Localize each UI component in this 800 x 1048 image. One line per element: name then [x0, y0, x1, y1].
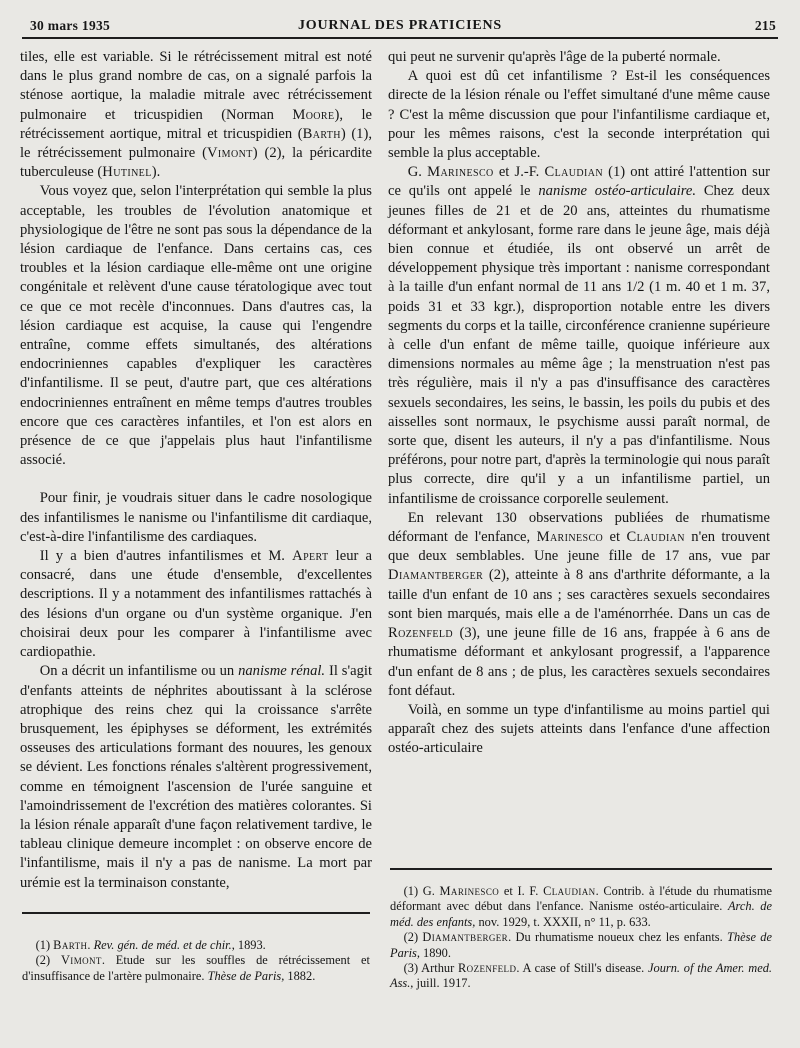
emphasis: nanisme ostéo-articulaire.	[538, 183, 696, 200]
paragraph: A quoi est dû cet infantilisme ? Est-il les conséquences directe de la lésion rénale ou l'effet simultané d'une même cause ? C'est la même discussion que pour l'infantilisme cardiaque et, pour les mêmes raisons, c'est la seconde interprétation qui semble la plus acceptable.	[388, 68, 770, 162]
paragraph: En relevant 130 observations publiées de rhumatisme déformant de l'enfance, Marinesco et Claudian n'en trouvent que deux semblables. Une jeune fille de 17 ans, vue par Diamantberger (2), atteinte à 8 ans d'arthrite déformante, a la taille d'un enfant de 10 ans ; ses caractères sexuels secondaires sont bien marqués, mais elle a de l'aménorrhée. Dans un cas de Rozenfeld (3), une jeune fille de 16 ans, frappée à 6 ans de rhumatisme déformant et ankylosant progressif, a l'apparence d'un enfant de 8 ans ; de plus, les caractères sexuels secondaires font défaut.	[388, 509, 770, 699]
author-name: Barth	[302, 125, 341, 142]
paragraph: On a décrit un infantilisme ou un nanisme rénal. Il s'agit d'enfants atteints de néphrites aboutissant à la sclérose atrophique des reins chez qui la croissance s'arrête brusquement, les épiphyses se déforment, les extrémités osseuses des articulations formant des nouures, les genoux se dévient. Les fonctions rénales s'altèrent progressivement, comme en témoignent l'ascension de l'urée sanguine et l'amoindrissement de l'excrétion des matières colorantes. Si la lésion rénale apparaît d'une façon relativement tardive, le tableau clinique demeure incomplet : on observe encore de l'infantilisme, mais il n'y a pas de nanisme. La mort par urémie est la terminaison constante,	[20, 663, 372, 891]
author-name: Vimont	[60, 953, 102, 968]
emphasis: Rev. gén. de méd. et de chir.	[93, 938, 232, 952]
emphasis: Thèse de Paris,	[390, 930, 772, 960]
paragraph: Vous voyez que, selon l'interprétation qui semble la plus acceptable, les troubles de l'évolution anatomique et physiologique de l'être ne sont pas sous la dépendance de la lésion cardiaque de l'enfance. Dans certains cas, ces troubles et la lésion cardiaque elle-même ont une origine congénitale et relèvent d'une cause tératologique avec tout ce que ce mot recèle d'inconnues. Dans d'autres cas, la lésion cardiaque est acquise, la cause qui l'engendre entraîne, comme effets simultanés, des altérations endocriniennes capables d'expliquer les caractères d'infantilisme. Il se peut, d'autre part, que ces altérations endocriniennes entraînent en même temps d'autres troubles encore que ces caractères infantiles, et l'on est alors en présence de ce que j'appelais plus haut l'infantilisme associé.	[20, 183, 372, 469]
author-name: Marinesco	[439, 884, 500, 898]
author-name: Claudian	[544, 164, 603, 181]
footnote: (1) G. Marinesco et I. F. Claudian. Contrib. à l'étude du rhumatisme déformant avec début dans l'enfance. Nanisme ostéo-articulaire. Arch. de méd. des enfants, nov. 1929, t. XXXII, n° 11, p. 633.	[390, 884, 773, 929]
paragraph: G. Marinesco et J.-F. Claudian (1) ont attiré l'attention sur ce qu'ils ont appelé le nanisme ostéo-articulaire. Chez deux jeunes filles de 21 et de 20 ans, atteintes du rhumatisme déformant et ankylosant, forme rare dans le jeune âge, mais déjà bien connue et étudiée, ils ont observé un arrêt de développement physique très important : nanisme correspondant à la taille d'un enfant normal de 11 ans 1/2 (1 m. 40 et 1 m. 37, poids 31 et 33 kgr.), disproportion notable entre les divers segments du corps et la taille, circonférence cranienne supérieure à celle d'un enfant de même taille, quoique inférieure aux dimensions normales au même âge ; la menstruation n'est pas très régulière, mais il n'y a pas d'insuffisance des caractères sexuels secondaires, les seins, le bassin, les poils du pubis et des aisselles sont normaux, le psychisme aussi paraît normal, de sorte que, disent les auteurs, il n'y a pas d'infantilisme. Nous préférons, pour notre part, d'après la terminologie qui nous paraît plus correcte, dire qu'il y a un infantilisme partiel, un infantilisme de croissance corporelle seulement.	[388, 164, 770, 507]
author-name: Diamantberger	[388, 567, 484, 584]
author-name: Claudian	[626, 529, 685, 546]
emphasis: Thèse de Paris,	[207, 968, 285, 983]
author-name: Claudian	[543, 884, 596, 898]
footnotes-left	[22, 938, 370, 984]
author-name: Marinesco	[536, 529, 604, 546]
author-name: Barth	[53, 938, 88, 952]
footnote-rule	[22, 912, 370, 914]
left-column	[20, 48, 372, 893]
author-name: Rozenfeld	[388, 625, 453, 642]
paragraph: qui peut ne survenir qu'après l'âge de la puberté normale.	[388, 49, 721, 65]
author-name: Hutinel	[102, 164, 152, 181]
paragraph: Voilà, en somme un type d'infantilisme au moins partiel qui apparaît chez des sujets atteints dans l'enfance d'une affection ostéo-articulaire	[388, 701, 770, 757]
author-name: Rozenfeld	[458, 961, 517, 976]
author-name: Moore	[292, 106, 335, 123]
author-name: Vimont	[206, 145, 253, 162]
running-header	[22, 14, 778, 36]
journal-title: JOURNAL DES PRATICIENS	[297, 18, 503, 33]
paragraph: Il y a bien d'autres infantilismes et M. Apert leur a consacré, dans une étude d'ensemble, d'excellentes descriptions. Il y a notamment des infantilismes rattachés à des lésions d'un organe ou d'un système organique. J'en choisirai deux pour les comparer à l'infantilisme avec cardiopathie.	[20, 548, 373, 661]
author-name: Apert	[292, 548, 329, 565]
footnote: (1) Barth. Rev. gén. de méd. et de chir., 1893.	[35, 938, 266, 952]
paragraph: Pour finir, je voudrais situer dans le cadre nosologique des infantilismes le nanisme ou l'infantilisme dit cardiaque, c'est-à-dire l'infantilisme des cardiaques.	[20, 490, 372, 545]
emphasis: nanisme rénal.	[238, 663, 326, 680]
footnote: (2) Diamantberger. Du rhumatisme noueux chez les enfants. Thèse de Paris, 1890.	[390, 930, 772, 960]
author-name: Diamantberger	[422, 930, 509, 945]
footnotes-right	[390, 884, 772, 992]
emphasis: Arch. de méd. des enfants,	[390, 899, 773, 929]
footnote-rule	[390, 868, 772, 870]
issue-date: 30 mars 1935	[30, 18, 111, 33]
emphasis: Journ. of the Amer. med. Ass.,	[390, 961, 773, 991]
paragraph: tiles, elle est variable. Si le rétrécissement mitral est noté dans le plus grand nombre de cas, on a signalé parfois la sténose aortique, la maladie mitrale avec rétrécissement pulmonaire et tricuspidien (Norman Moore), le rétrécissement aortique, mitral et tricuspidien (Barth) (1), le rétrécissement pulmonaire (Vimont) (2), la péricardite tuberculeuse (Hutinel).	[20, 49, 372, 181]
page-number: 215	[754, 18, 776, 33]
right-column	[388, 48, 770, 759]
footnote: (3) Arthur Rozenfeld. A case of Still's disease. Journ. of the Amer. med. Ass., juill. 1917.	[390, 961, 773, 991]
author-name: Marinesco	[427, 164, 494, 181]
footnote: (2) Vimont. Etude sur les souffles de rétrécissement et d'insuffisance de l'artère pulmonaire. Thèse de Paris, 1882.	[22, 953, 370, 983]
header-rule	[22, 37, 778, 39]
